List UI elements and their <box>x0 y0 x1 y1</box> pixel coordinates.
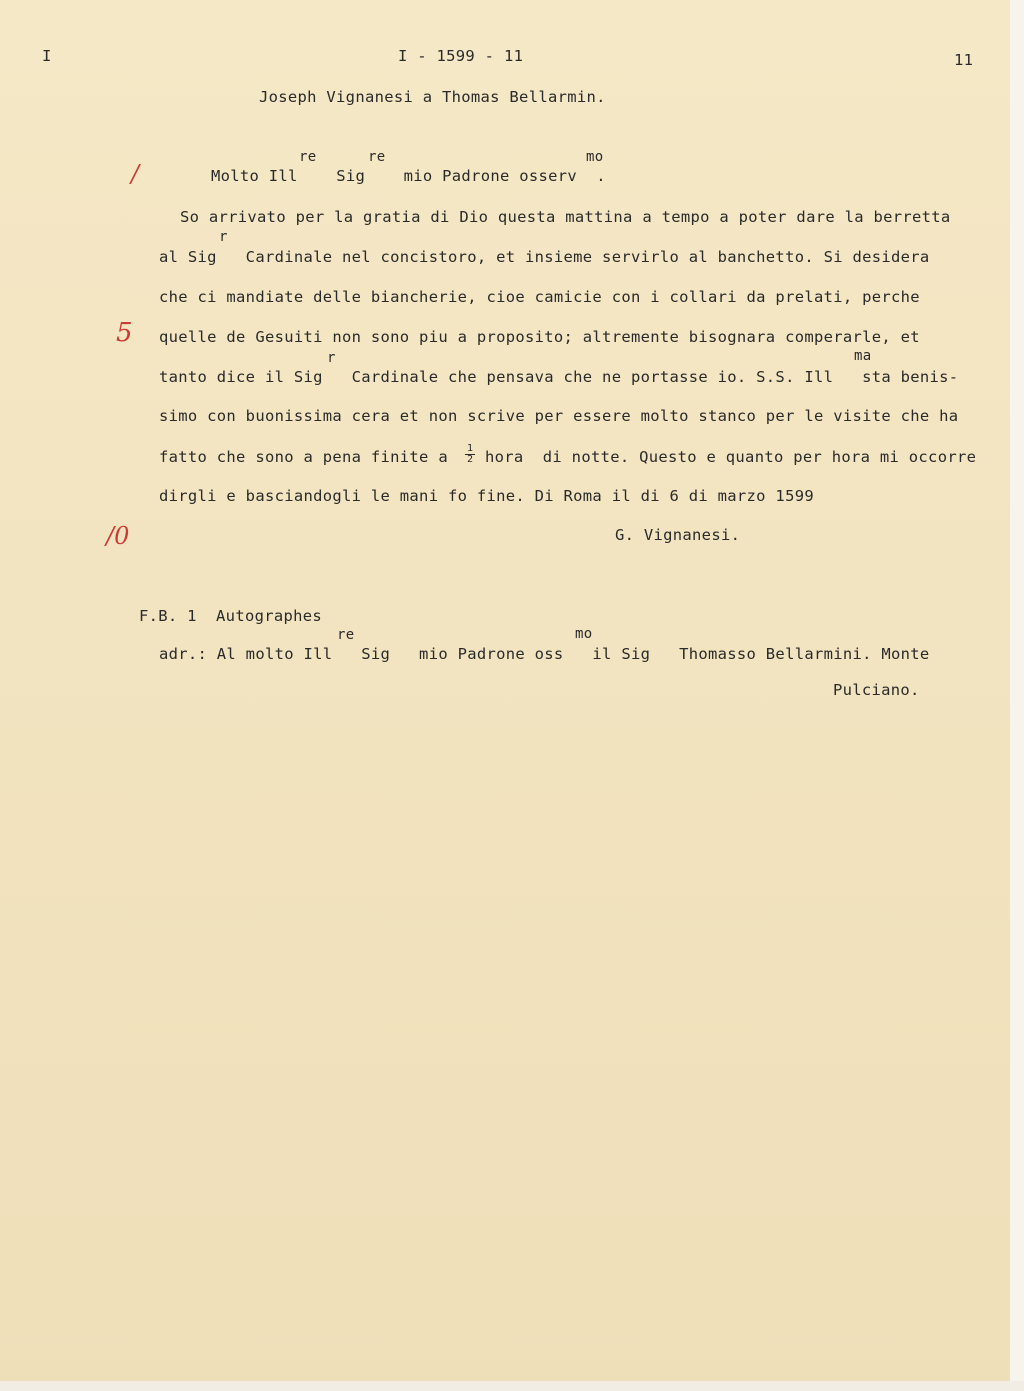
body-line: che ci mandiate delle biancherie, cioe camicie con i collari da prelati, perche <box>159 288 920 306</box>
signature: G. Vignanesi. <box>615 526 741 544</box>
document-reference: I - 1599 - 11 <box>398 47 524 65</box>
margin-line-number-1: / <box>131 160 140 188</box>
archive-reference: F.B. 1 Autographes <box>139 607 323 625</box>
superscript-mo: mo <box>586 149 604 165</box>
superscript-re: re <box>299 149 317 165</box>
address-line-end: Pulciano. <box>833 681 920 699</box>
address-line: adr.: Al molto Ill Sig mio Padrone oss il Sig Thomasso Bellarmini. Monte <box>159 645 930 663</box>
fraction-numerator: 1 <box>466 443 474 454</box>
page-number: 11 <box>954 51 974 69</box>
body-line: hora di notte. Questo e quanto per hora mi occorre <box>485 448 977 466</box>
left-margin-mark: I <box>42 47 52 65</box>
body-line: tanto dice il Sig Cardinale che pensava che ne portasse io. S.S. Ill sta benis- <box>159 368 959 386</box>
letter-title: Joseph Vignanesi a Thomas Bellarmin. <box>259 88 606 106</box>
body-line: So arrivato per la gratia di Dio questa mattina a tempo a poter dare la berretta <box>180 208 951 226</box>
body-line: quelle de Gesuiti non sono piu a proposito; altremente bisognara comperarle, et <box>159 328 920 346</box>
fraction-denominator: 2 <box>466 454 474 465</box>
page-edge-bottom <box>0 1381 1024 1391</box>
margin-line-number-5: 5 <box>116 318 133 348</box>
margin-line-number-10: /0 <box>106 522 130 550</box>
superscript-re: re <box>368 149 386 165</box>
superscript-r: r <box>219 229 228 245</box>
superscript-mo: mo <box>575 626 593 642</box>
page-edge-right <box>1010 0 1024 1391</box>
body-line: fatto che sono a pena finite a <box>159 448 448 466</box>
body-line: dirgli e basciandogli le mani fo fine. Di Roma il di 6 di marzo 1599 <box>159 487 814 505</box>
body-line: al Sig Cardinale nel concistoro, et insieme servirlo al banchetto. Si desidera <box>159 248 930 266</box>
salutation: Molto Ill Sig mio Padrone osserv . <box>211 167 606 185</box>
superscript-re: re <box>337 627 355 643</box>
superscript-r: r <box>327 350 336 366</box>
body-line: simo con buonissima cera et non scrive per essere molto stanco per le visite che ha <box>159 407 959 425</box>
superscript-ma: ma <box>854 348 872 364</box>
fraction-half <box>465 445 475 464</box>
